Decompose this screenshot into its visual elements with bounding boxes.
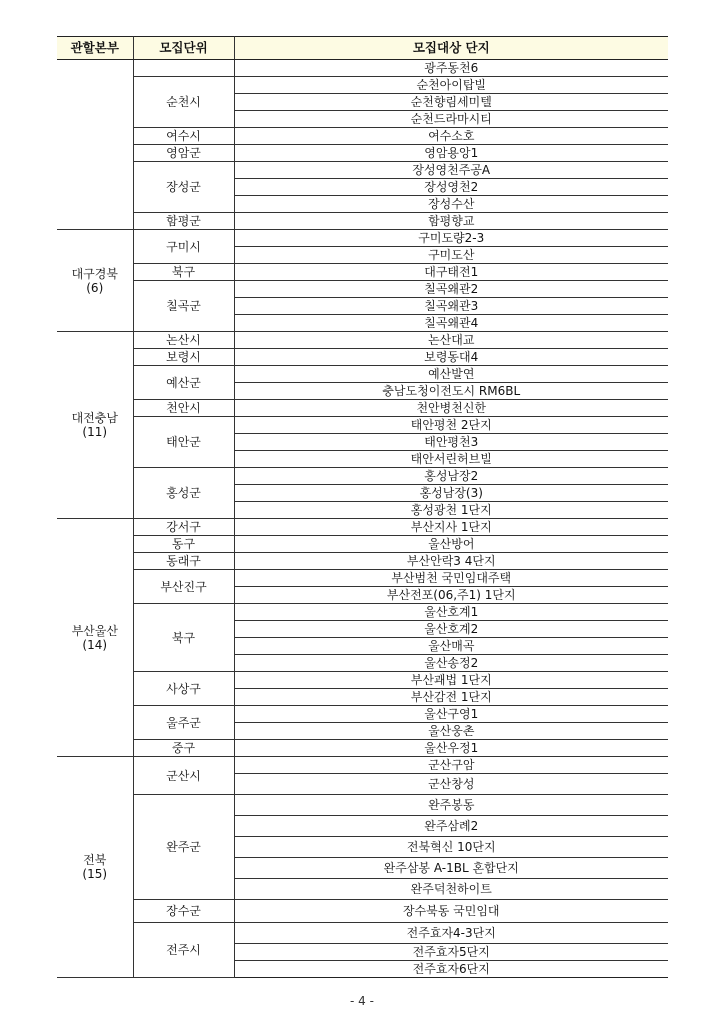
unit-cell: 사상구 [133,672,234,706]
complex-cell: 보령동대4 [234,349,668,366]
unit-cell: 북구 [133,604,234,672]
unit-cell: 보령시 [133,349,234,366]
table-row [57,757,668,774]
table-row [57,77,668,94]
complex-cell: 칠곡왜관2 [234,281,668,298]
table-row [57,706,668,723]
header-region: 관할본부 [57,37,133,60]
complex-cell: 전북혁신 10단지 [234,837,668,858]
unit-cell: 태안군 [133,417,234,468]
complex-cell: 홍성남장(3) [234,485,668,502]
table-row [57,519,668,536]
complex-cell: 부산감전 1단지 [234,689,668,706]
complex-cell: 완주삼례2 [234,816,668,837]
complex-cell: 대구태전1 [234,264,668,281]
table-row [57,128,668,145]
page-number: - 4 - [350,994,374,1008]
table-row [57,213,668,230]
table-row [57,468,668,485]
complex-cell: 홍성광천 1단지 [234,502,668,519]
complex-cell: 울산호계1 [234,604,668,621]
complex-cell: 순천아이탑빌 [234,77,668,94]
unit-cell: 칠곡군 [133,281,234,332]
complex-cell: 부산안락3 4단지 [234,553,668,570]
complex-cell: 칠곡왜관3 [234,298,668,315]
unit-cell: 중구 [133,740,234,757]
complex-cell: 함평향교 [234,213,668,230]
table-row [57,923,668,944]
unit-cell: 완주군 [133,795,234,900]
table-row [57,570,668,587]
table-row [57,332,668,349]
region-count: (14) [82,637,108,652]
complex-cell: 전주효자4-3단지 [234,923,668,944]
table-body [57,60,668,978]
complex-cell: 태안서린허브빌 [234,451,668,468]
complex-cell: 완주봉동 [234,795,668,816]
complex-cell: 충남도청이전도시 RM6BL [234,383,668,400]
region-name: 대구경북 [71,266,118,281]
unit-cell: 논산시 [133,332,234,349]
complex-cell: 부산전포(06,주1) 1단지 [234,587,668,604]
region-name: 부산울산 [71,623,118,638]
table-row [57,162,668,179]
unit-cell: 함평군 [133,213,234,230]
unit-cell: 전주시 [133,923,234,978]
table-row [57,795,668,816]
unit-cell: 홍성군 [133,468,234,519]
table-row [57,553,668,570]
header-complex: 모집대상 단지 [234,37,668,60]
complex-table [57,36,668,978]
complex-cell: 부산지사 1단지 [234,519,668,536]
table-row [57,349,668,366]
table-row [57,672,668,689]
complex-cell: 울산방어 [234,536,668,553]
complex-cell: 울산호계2 [234,621,668,638]
table-row [57,230,668,247]
complex-cell: 순천향림세미텔 [234,94,668,111]
table-row [57,145,668,162]
complex-cell: 순천드라마시티 [234,111,668,128]
unit-cell: 영암군 [133,145,234,162]
table-row [57,60,668,77]
complex-cell: 태안평천3 [234,434,668,451]
complex-cell: 예산발연 [234,366,668,383]
unit-cell [133,60,234,77]
complex-cell: 홍성남장2 [234,468,668,485]
region-name: 전북 [83,853,107,867]
complex-cell: 울산매곡 [234,638,668,655]
table-header-row [57,37,668,60]
table-row [57,281,668,298]
region-cell [57,332,133,519]
complex-cell: 군산구암 [234,757,668,774]
complex-cell: 천안병천신한 [234,400,668,417]
unit-cell: 강서구 [133,519,234,536]
complex-cell: 광주동천6 [234,60,668,77]
complex-cell: 태안평천 2단지 [234,417,668,434]
table-row [57,536,668,553]
unit-cell: 동래구 [133,553,234,570]
complex-cell: 전주효자6단지 [234,961,668,978]
unit-cell: 군산시 [133,757,234,795]
region-count: (6) [86,280,104,295]
unit-cell: 울주군 [133,706,234,740]
unit-cell: 부산진구 [133,570,234,604]
table-row [57,740,668,757]
complex-cell: 장성영천2 [234,179,668,196]
unit-cell: 천안시 [133,400,234,417]
complex-cell: 군산창성 [234,774,668,795]
table-row [57,417,668,434]
unit-cell: 동구 [133,536,234,553]
complex-cell: 부산괘법 1단지 [234,672,668,689]
header-unit: 모집단위 [133,37,234,60]
table-row [57,400,668,417]
unit-cell: 장수군 [133,900,234,923]
complex-cell: 여수소호 [234,128,668,145]
complex-cell: 장성영천주공A [234,162,668,179]
region-count: (11) [82,425,108,439]
region-cell [57,757,133,978]
unit-cell: 순천시 [133,77,234,128]
region-cell [57,230,133,332]
region-name: 대전충남 [71,411,118,425]
complex-cell: 울산우정1 [234,740,668,757]
region-count: (15) [82,867,108,881]
unit-cell: 장성군 [133,162,234,213]
complex-cell: 영암용앙1 [234,145,668,162]
complex-cell: 울산구영1 [234,706,668,723]
table-row [57,604,668,621]
unit-cell: 예산군 [133,366,234,400]
table-row [57,900,668,923]
unit-cell: 구미시 [133,230,234,264]
complex-cell: 논산대교 [234,332,668,349]
unit-cell: 여수시 [133,128,234,145]
complex-cell: 완주삼봉 A-1BL 혼합단지 [234,858,668,879]
complex-cell: 울산송정2 [234,655,668,672]
table-row [57,264,668,281]
complex-cell: 구미도량2-3 [234,230,668,247]
complex-cell: 부산범천 국민임대주택 [234,570,668,587]
complex-cell: 장성수산 [234,196,668,213]
complex-cell: 구미도산 [234,247,668,264]
complex-cell: 전주효자5단지 [234,944,668,961]
complex-cell: 울산웅촌 [234,723,668,740]
region-cell [57,519,133,757]
complex-cell: 칠곡왜관4 [234,315,668,332]
table-row [57,366,668,383]
unit-cell: 북구 [133,264,234,281]
complex-cell: 완주덕천하이트 [234,879,668,900]
complex-cell: 장수북동 국민임대 [234,900,668,923]
region-cell [57,60,133,230]
